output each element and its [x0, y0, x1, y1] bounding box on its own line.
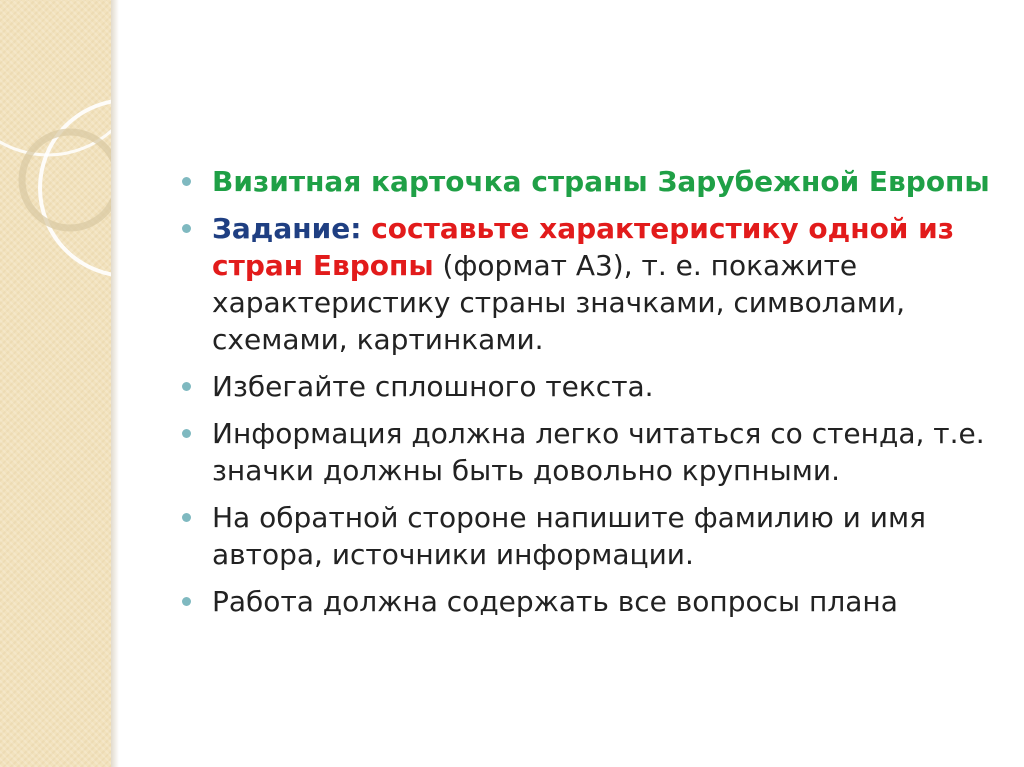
ring-lower — [22, 132, 111, 228]
bullet-icon — [182, 382, 191, 391]
decorative-side-band — [0, 0, 111, 767]
list-item-text: На обратной стороне напишите фамилию и имя автора, источники информации. — [212, 501, 926, 571]
bullet-icon — [182, 224, 191, 233]
list-item — [178, 499, 998, 573]
list-item — [178, 583, 998, 620]
list-item-title — [178, 163, 998, 200]
bullet-icon — [182, 597, 191, 606]
slide-title: Визитная карточка страны Зарубежной Европы — [212, 165, 990, 198]
decorative-rings — [0, 0, 111, 767]
task-label: Задание: — [212, 212, 362, 245]
slide-content — [178, 163, 998, 630]
list-item-task — [178, 210, 998, 358]
list-item-text: Информация должна легко читаться со стенда, т.е. значки должны быть довольно крупными. — [212, 417, 985, 487]
list-item — [178, 415, 998, 489]
list-item-text: Работа должна содержать все вопросы плана — [212, 585, 898, 618]
task-highlight: составьте характеристику одной из стран Европы — [212, 212, 955, 282]
bullet-icon — [182, 513, 191, 522]
bullet-icon — [182, 429, 191, 438]
side-band-shadow — [111, 0, 119, 767]
bullet-list — [178, 163, 998, 620]
ring-middle — [40, 100, 111, 276]
list-item-text: Избегайте сплошного текста. — [212, 370, 654, 403]
list-item — [178, 368, 998, 405]
bullet-icon — [182, 177, 191, 186]
task-text: (формат А3), т. е. покажите характеристику страны значками, символами, схемами, картинками. — [212, 249, 906, 356]
